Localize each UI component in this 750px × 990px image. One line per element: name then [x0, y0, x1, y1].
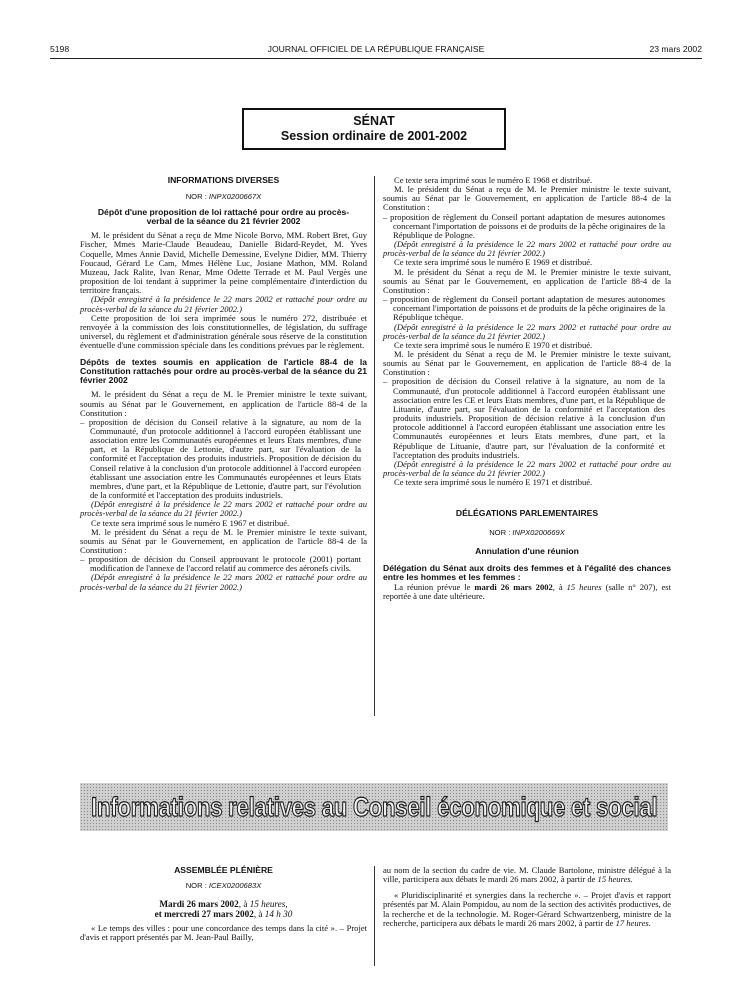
session-dates: Mardi 26 mars 2002, à 15 heures, et mercredi 27 mars 2002, à 14 h 30 — [154, 899, 293, 920]
section-title: INFORMATIONS DIVERSES — [167, 175, 280, 185]
nor-reference: NOR : ICEX0200683X — [185, 881, 262, 891]
depot-note: (Dépôt enregistré à la présidence le 22 mars 2002 et rattaché pour ordre au procès-verbal de la séance du 21 février 2002.) — [383, 321, 671, 341]
page-header — [50, 44, 702, 58]
assembly-title: ASSEMBLÉE PLÉNIÈRE — [174, 865, 273, 875]
list-item: – proposition de décision du Conseil relative à la signature, au nom de la Communauté, d'un protocole additionnel à l'accord européen établissant une association entre les CE et leurs Etats membres, d'une part, et la République de Lituanie, d'autre part, sur l'évaluation de la conformité et l'acceptation des produits industriels. Proposition de décision relative à la conclusion d'un protocole additionnel à l'accord européen établissant une association entre les Communautés européennes et leurs Etats membres, d'une part, et la République de Lituanie, d'autre part, sur l'évaluation de la conformité et l'acceptation des produits industriels. — [383, 376, 665, 460]
heading-delegation: Délégation du Sénat aux droits des femmes et à l'égalité des chances entre les hommes et les femmes : — [383, 562, 671, 582]
paragraph: Ce texte sera imprimé sous le numéro E 1970 et distribué. — [394, 339, 593, 350]
bottom-left-column — [80, 866, 367, 943]
depot-note: (Dépôt enregistré à la présidence le 22 mars 2002 et rattaché pour ordre au procès-verbal de la séance du 21 février 2002.) — [80, 499, 367, 519]
paragraph: « Pluridisciplinarité et synergies dans la recherche ». – Projet d'avis et rapport présentés par M. Alain Pompidou, au nom de la section des activités productives, de la recherche et de la technologie. M. Roger-Gérard Schwartzenberg, ministre de la recherche, participera aux débats le mardi 26 mars 2002, à partir de 17 heures. — [383, 890, 671, 928]
paragraph: Ce texte sera imprimé sous le numéro E 1969 et distribué. — [394, 257, 593, 268]
depot-note: (Dépôt enregistré à la présidence le 22 mars 2002 et rattaché pour ordre au procès-verbal de la séance du 21 février 2002.) — [383, 458, 671, 478]
heading-annulation: Annulation d'une réunion — [475, 545, 579, 556]
paragraph: Cette proposition de loi sera imprimée sous le numéro 272, distribuée et renvoyée à la commission des lois constitutionnelles, de législation, du suffrage universel, du règlement et d'administration générale sous réserve de la constitution éventuelle d'une commission spéciale dans les conditions prévues par le règlement. — [80, 312, 367, 351]
paragraph: Ce texte sera imprimé sous le numéro E 1967 et distribué. — [91, 517, 290, 528]
paragraph: M. le président du Sénat a reçu de M. le Premier ministre le texte suivant, soumis au Sénat par le Gouvernement, en application de l'article 88-4 de la Constitution : — [383, 184, 671, 213]
senat-session: Session ordinaire de 2001-2002 — [280, 129, 468, 143]
paragraph: au nom de la section du cadre de vie. M. Claude Bartolone, ministre délégué à la ville, participera aux débats le mardi 26 mars 2002, à partir de 15 heures. — [383, 865, 671, 885]
senat-title: SÉNAT — [353, 114, 395, 128]
paragraph: M. le président du Sénat a reçu de M. le Premier ministre le texte suivant, soumis au Sénat par le Gouvernement, en application de l'article 88-4 de la Constitution : — [383, 348, 671, 378]
paragraph: Ce texte sera imprimé sous le numéro E 1971 et distribué. — [394, 477, 593, 488]
paragraph: M. le président du Sénat a reçu de M. le Premier ministre le texte suivant, soumis au Sénat par le Gouvernement, en application de l'article 88-4 de la Constitution : — [80, 526, 367, 555]
heading-depots-textes: Dépôts de textes soumis en application de l'article 88-4 de la Constitution rattachés pour ordre au procès-verbal de la séance du 21 février 2002 — [80, 357, 367, 386]
paragraph: « Le temps des villes : pour une concordance des temps dans la cité ». – Projet d'avis et rapport présentés par M. Jean-Paul Bailly, — [80, 923, 367, 943]
page-number: 5198 — [50, 44, 70, 54]
depot-note: (Dépôt enregistré à la présidence le 22 mars 2002 et rattaché pour ordre au procès-verbal de la séance du 21 février 2002.) — [383, 239, 671, 259]
paragraph: M. le président du Sénat a reçu de M. le Premier ministre le texte suivant, soumis au Sénat par le Gouvernement, en application de l'article 88-4 de la Constitution : — [383, 266, 671, 295]
depot-note: (Dépôt enregistré à la présidence le 22 mars 2002 et rattaché pour ordre au procès-verbal de la séance du 21 février 2002.) — [80, 572, 367, 592]
depot-note: (Dépôt enregistré à la présidence le 22 mars 2002 et rattaché pour ordre au procès-verbal de la séance du 21 février 2002.) — [80, 294, 367, 314]
list-item: – proposition de décision du Conseil approuvant le protocole (2001) portant modification de l'annexe de l'accord relatif au commerce des aéronefs civils. — [80, 554, 361, 574]
paragraph: M. le président du Sénat a reçu de M. le Premier ministre le texte suivant, soumis au Sénat par le Gouvernement, en application de l'article 88-4 de la Constitution : — [80, 389, 367, 418]
heading-depot-proposition: Dépôt d'une proposition de loi rattaché pour ordre au procès-verbal de la séance du 21 février 2002 — [97, 207, 350, 227]
column-divider — [374, 866, 375, 966]
reunion-paragraph: La réunion prévue le mardi 26 mars 2002, à 15 heures (salle n° 207), est reportée à une date ultérieure. — [383, 581, 671, 601]
bottom-right-column — [383, 866, 671, 928]
nor-reference: NOR : INPX0200667X — [185, 192, 262, 202]
senat-title-box — [242, 108, 506, 150]
list-item: – proposition de règlement du Conseil portant adaptation de mesures autonomes concernant l'importation de poissons et de produits de la pêche originaires de la République de Pologne. — [383, 211, 665, 240]
ces-banner — [80, 783, 668, 831]
issue-date: 23 mars 2002 — [649, 44, 702, 54]
journal-title: JOURNAL OFFICIEL DE LA RÉPUBLIQUE FRANÇAISE — [267, 44, 485, 54]
right-column — [383, 176, 671, 601]
section-title: DÉLÉGATIONS PARLEMENTAIRES — [455, 508, 599, 519]
nor-reference: NOR : INPX0200669X — [489, 528, 565, 538]
left-column — [80, 176, 367, 592]
column-divider — [374, 176, 375, 716]
list-item: – proposition de décision du Conseil relative à la signature, au nom de la Communauté, d'un protocole additionnel à l'accord européen établissant une association entre les Communautés européennes et leurs Etats membres, d'une part, et la République de Lettonie, d'autre part, sur l'évaluation de la conformité et l'acceptation des produits industriels. Proposition de décision du Conseil relative à la conclusion d'un protocole additionnel à l'accord européen établissant une association entre les Communautés européennes et leurs Etats membres, d'une part, et la République de Lettonie, d'autre part, sur l'évolution de la conformité et l'acceptation des produits industriels. — [80, 416, 361, 501]
paragraph: Ce texte sera imprimé sous le numéro E 1968 et distribué. — [394, 175, 593, 185]
banner-title: Informations relatives au Conseil économique et social — [90, 791, 658, 822]
header-rule — [50, 58, 702, 59]
list-item: – proposition de règlement du Conseil portant adaptation de mesures autonomes concernant l'importation de poissons et de produits de la pêche originaires de la République tchèque. — [383, 294, 665, 323]
paragraph: M. le président du Sénat a reçu de Mme Nicole Borvo, MM. Robert Bret, Guy Fischer, Mmes Marie-Claude Beaudeau, Danielle Bidard-Reydet, M. Yves Coquelle, Mmes Annie David, Michelle Demessine, Evelyne Didier, MM. Thierry Foucaud, Gérard Le Cam, Mmes Hélène Luc, Josiane Mathon, MM. Roland Muzeau, Jack Ralite, Ivan Renar, Mme Odette Terrade et M. Paul Vergès une proposition de loi tendant à supprimer la peine complémentaire d'interdiction du territoire français. — [80, 230, 367, 296]
